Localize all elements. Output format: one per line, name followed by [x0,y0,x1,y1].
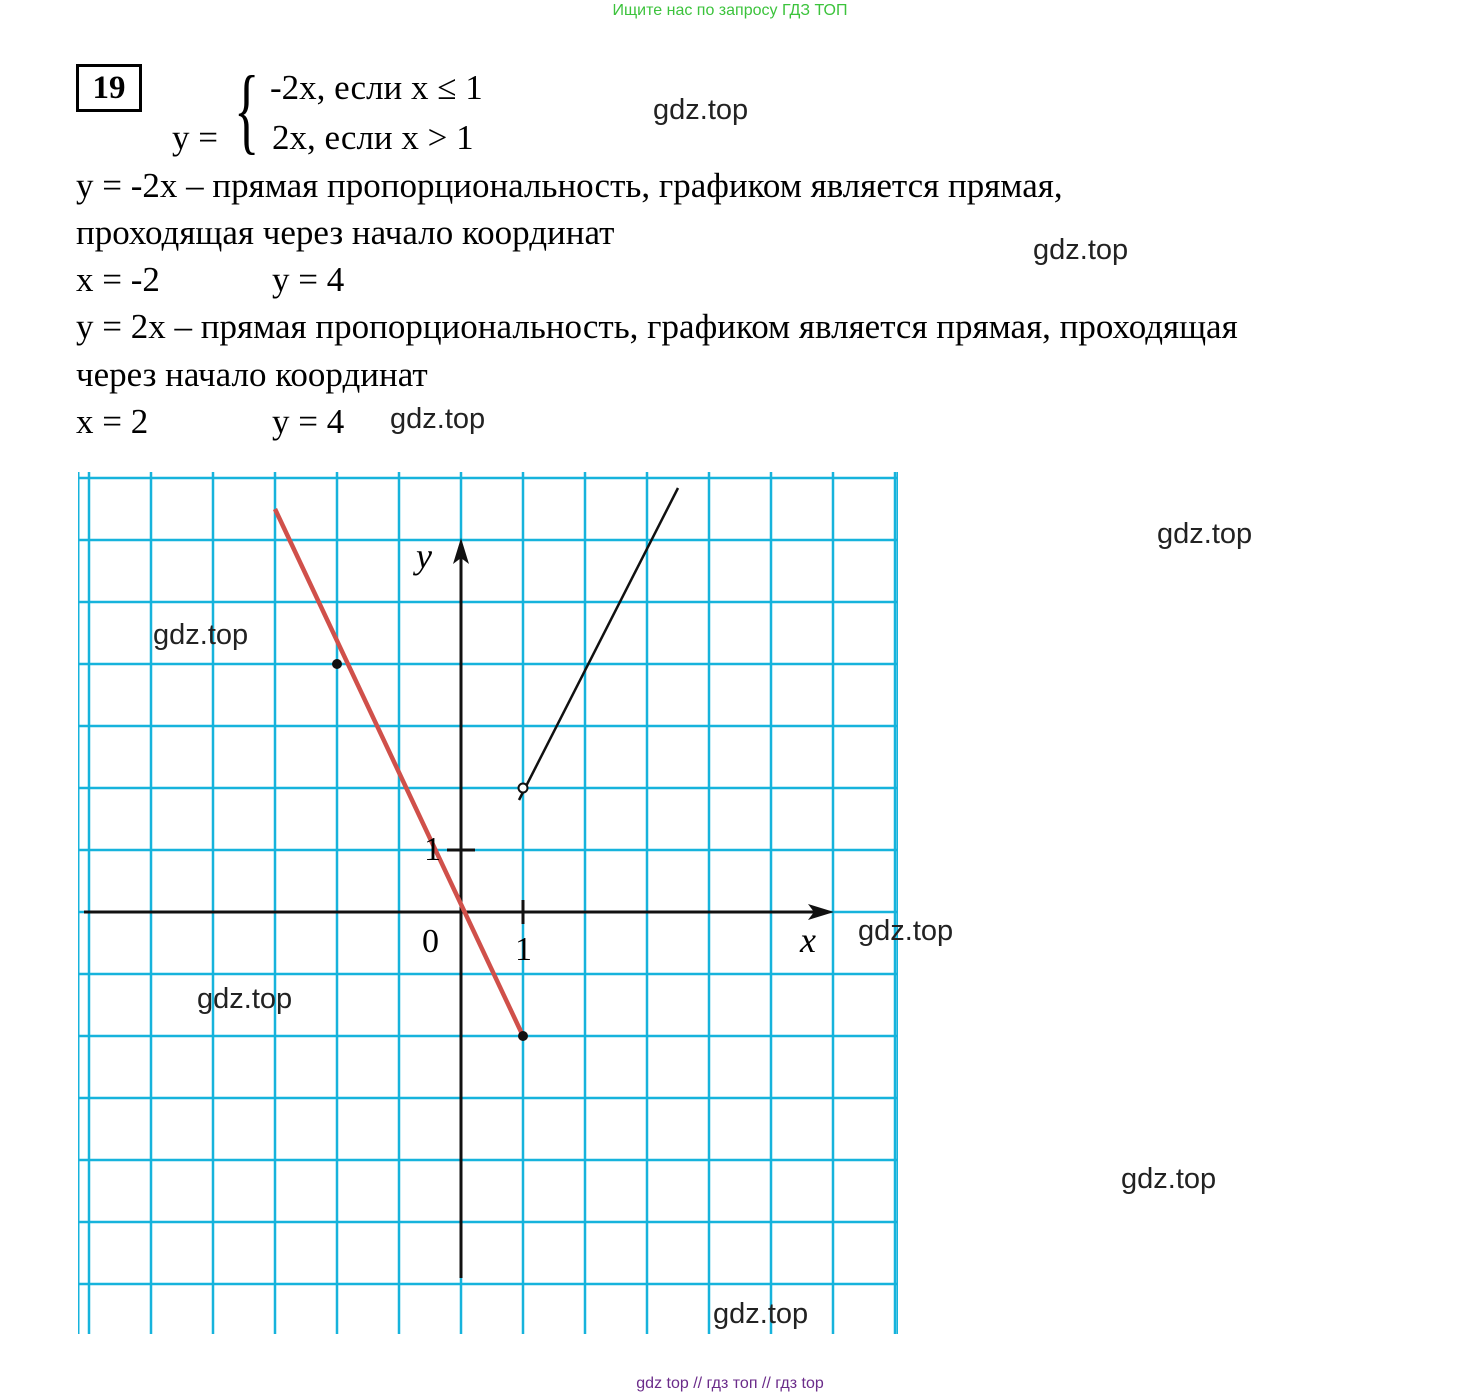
origin-label: 0 [422,923,439,960]
watermark: gdz.top [153,619,249,651]
table2-y: y = 4 [272,402,345,441]
open-point [519,784,528,793]
table1-x: x = -2 [76,260,160,299]
table1-y: y = 4 [272,260,345,299]
watermark: gdz.top [197,983,293,1015]
y-unit-label: 1 [424,831,441,868]
text-line-4: через начало координат [76,355,428,394]
closed-point [518,1031,528,1041]
text-line-3: y = 2x – прямая пропорциональность, графиком является прямая, проходящая [76,307,1238,346]
function-graph [78,472,898,1334]
function-lhs: y = [172,118,218,157]
closed-point [332,659,342,669]
case-1: -2x, если x ≤ 1 [270,68,483,107]
system-brace: { [234,56,260,163]
table2-x: x = 2 [76,402,149,441]
grid [78,472,898,1334]
watermark: gdz.top [1121,1163,1217,1195]
footer-links[interactable]: gdz top // гдз топ // гдз top [636,1375,824,1392]
problem-number: 19 [76,64,142,112]
watermark: gdz.top [1033,234,1129,266]
watermark: gdz.top [653,94,749,126]
x-axis-label: x [800,920,816,960]
header-link[interactable]: Ищите нас по запросу ГДЗ ТОП [612,2,848,19]
text-line-2: проходящая через начало координат [76,213,615,252]
watermark: gdz.top [1157,518,1253,550]
watermark: gdz.top [713,1298,809,1330]
watermark: gdz.top [858,915,954,947]
watermark: gdz.top [390,403,486,435]
text-line-1: y = -2x – прямая пропорциональность, графиком является прямая, [76,166,1063,205]
case-2: 2x, если x > 1 [272,118,474,157]
y-axis-label: y [416,536,432,576]
x-unit-label: 1 [515,931,532,968]
